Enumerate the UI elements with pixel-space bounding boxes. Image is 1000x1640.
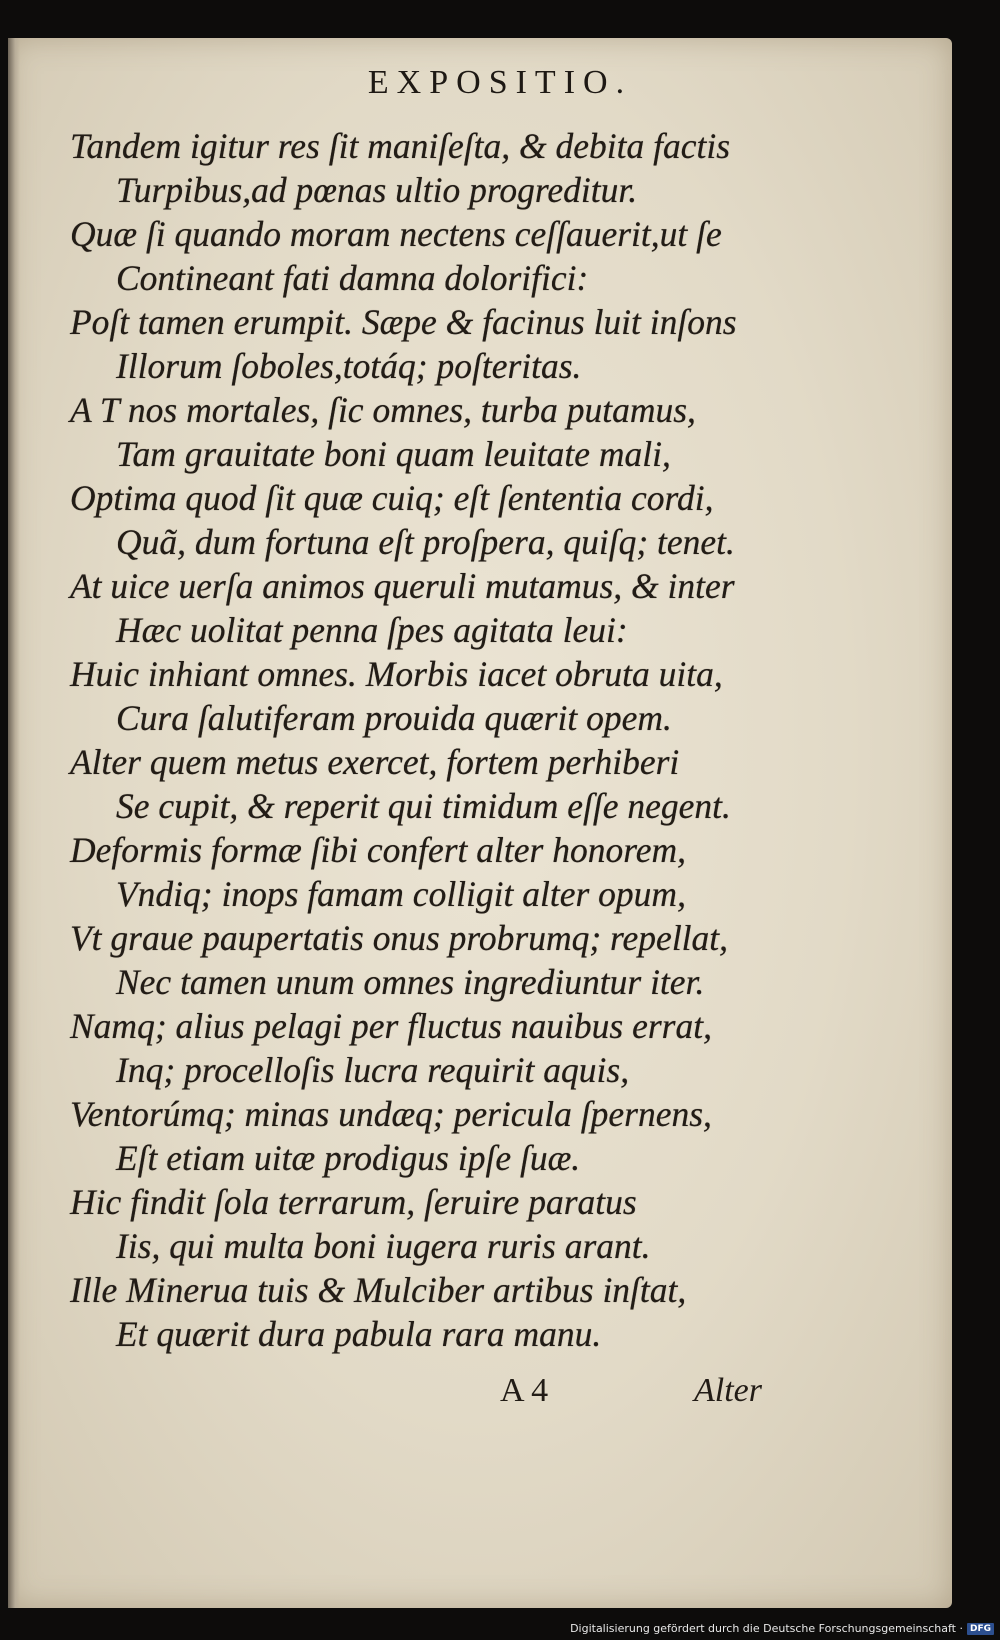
digitization-credit <box>570 1622 994 1635</box>
verse-line: Alter quem metus exercet, fortem perhiberi <box>70 742 680 782</box>
verse-line: Vndiq; inops famam colligit alter opum, <box>116 874 686 914</box>
verse-line: Optima quod ſit quæ cuiq; eſt ſententia cordi, <box>70 478 714 518</box>
verse-line: Hæc uolitat penna ſpes agitata leui: <box>116 610 628 650</box>
verse-line: Inq; procelloſis lucra requirit aquis, <box>116 1050 630 1090</box>
verse-line: Se cupit, & reperit qui timidum eſſe negent. <box>116 786 731 826</box>
verse-line: Tandem igitur res ſit maniſeſta, & debita factis <box>70 126 731 166</box>
credit-text: Digitalisierung gefördert durch die Deutsche Forschungsgemeinschaft · <box>570 1622 963 1635</box>
verse-line: A T nos mortales, ſic omnes, turba putamus, <box>70 390 696 430</box>
verse-line: Poſt tamen erumpit. Sæpe & facinus luit inſons <box>70 302 737 342</box>
verse-line: Quæ ſi quando moram nectens ceſſauerit,ut ſe <box>70 214 722 254</box>
verse-line: Hic findit ſola terrarum, ſeruire paratus <box>70 1182 637 1222</box>
signature-mark: A 4 <box>500 1372 549 1409</box>
verse-line: Quã, dum fortuna eſt proſpera, quiſq; tenet. <box>116 522 735 562</box>
verse-line: Et quærit dura pabula rara manu. <box>116 1314 602 1354</box>
verse-line: Ventorúmq; minas undæq; pericula ſpernens, <box>70 1094 712 1134</box>
verse-line: Contineant fati damna dolorifici: <box>116 258 589 298</box>
dfg-logo: DFG <box>967 1623 994 1635</box>
verse-line: Deformis formæ ſibi confert alter honorem, <box>70 830 686 870</box>
verse-line: Namq; alius pelagi per fluctus nauibus errat, <box>70 1006 712 1046</box>
verse-line: Vt graue paupertatis onus probrumq; repellat, <box>70 918 729 958</box>
verse-line: Cura ſalutiferam prouida quærit opem. <box>116 698 672 738</box>
page-gutter-shadow <box>8 38 20 1608</box>
verse-line: At uice uerſa animos queruli mutamus, & inter <box>70 566 735 606</box>
verse-line: Illorum ſoboles,totáq; poſteritas. <box>116 346 582 386</box>
verse-block <box>70 124 870 1356</box>
verse-line: Nec tamen unum omnes ingrediuntur iter. <box>116 962 705 1002</box>
verse-line: Ille Minerua tuis & Mulciber artibus inſtat, <box>70 1270 687 1310</box>
verse-line: Eſt etiam uitæ prodigus ipſe ſuæ. <box>116 1138 581 1178</box>
verse-line: Tam grauitate boni quam leuitate mali, <box>116 434 671 474</box>
verse-line: Turpibus,ad pœnas ultio progreditur. <box>116 170 638 210</box>
verse-line: Huic inhiant omnes. Morbis iacet obruta uita, <box>70 654 723 694</box>
running-title: EXPOSITIO. <box>367 64 633 101</box>
verse-line: Iis, qui multa boni iugera ruris arant. <box>116 1226 651 1266</box>
catchword: Alter <box>694 1372 762 1409</box>
